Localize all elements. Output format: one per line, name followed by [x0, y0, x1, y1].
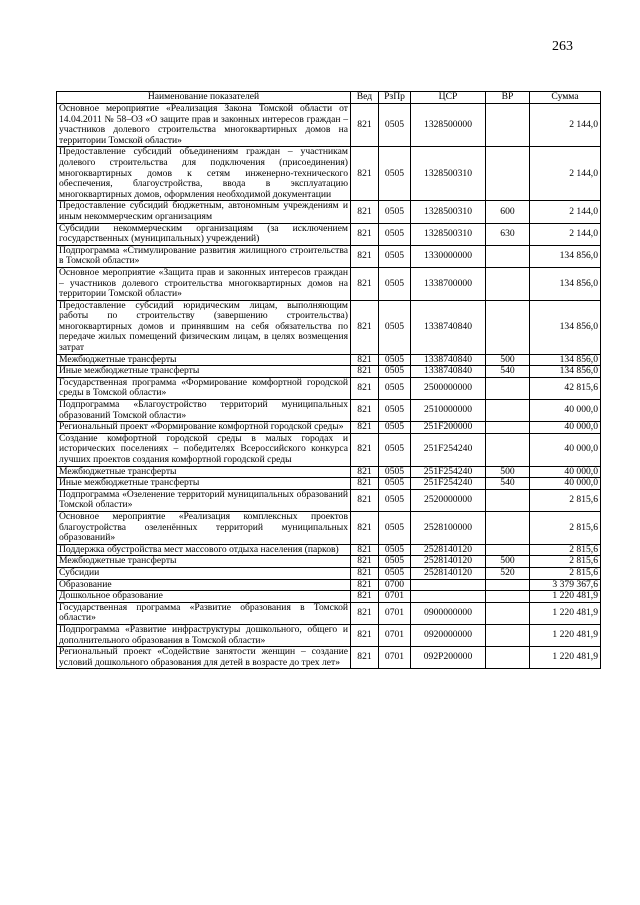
header-name: Наименование показателей — [57, 92, 351, 104]
cell-csr: 251F254240 — [411, 478, 486, 490]
cell-rzpr: 0505 — [379, 422, 411, 434]
cell-vr — [486, 400, 530, 422]
cell-ved: 821 — [351, 556, 379, 568]
cell-name: Создание комфортной городской среды в малых городах и исторических поселениях – победителях Всероссийского конкурса лучших проектов создания комфортной городской среды — [57, 433, 351, 466]
cell-csr: 0920000000 — [411, 624, 486, 646]
cell-ved: 821 — [351, 201, 379, 223]
cell-csr: 2528140120 — [411, 556, 486, 568]
cell-rzpr: 0505 — [379, 544, 411, 556]
table-row — [57, 104, 601, 147]
cell-csr: 2528140120 — [411, 544, 486, 556]
cell-ved: 821 — [351, 147, 379, 201]
table-row — [57, 267, 601, 300]
cell-csr: 092P200000 — [411, 647, 486, 669]
cell-vr — [486, 591, 530, 603]
cell-vr — [486, 300, 530, 354]
cell-name: Предоставление субсидий юридическим лицам, выполняющим работы по строительству (завершению строительства) многоквартирных домов и принявшим на себя обязательства по передаче жилых помещений физическим лицам, в целях возмещения затрат — [57, 300, 351, 354]
cell-rzpr: 0701 — [379, 647, 411, 669]
cell-ved: 821 — [351, 400, 379, 422]
cell-name: Государственная программа «Формирование комфортной городской среды в Томской области» — [57, 377, 351, 399]
table-row — [57, 647, 601, 669]
table-row — [57, 366, 601, 378]
cell-csr: 2528100000 — [411, 511, 486, 544]
cell-vr: 630 — [486, 223, 530, 245]
cell-rzpr: 0505 — [379, 478, 411, 490]
cell-csr: 2520000000 — [411, 489, 486, 511]
table-row — [57, 400, 601, 422]
cell-sum: 40 000,0 — [530, 466, 601, 478]
cell-ved: 821 — [351, 366, 379, 378]
cell-sum: 134 856,0 — [530, 354, 601, 366]
cell-rzpr: 0505 — [379, 223, 411, 245]
cell-vr: 600 — [486, 201, 530, 223]
cell-sum: 3 379 367,6 — [530, 579, 601, 591]
cell-sum: 42 815,6 — [530, 377, 601, 399]
cell-vr — [486, 267, 530, 300]
cell-ved: 821 — [351, 624, 379, 646]
cell-name: Межбюджетные трансферты — [57, 354, 351, 366]
cell-name: Региональный проект «Формирование комфортной городской среды» — [57, 422, 351, 434]
cell-ved: 821 — [351, 466, 379, 478]
cell-name: Предоставление субсидий бюджетным, автономным учреждениям и иным некоммерческим организациям — [57, 201, 351, 223]
cell-sum: 40 000,0 — [530, 422, 601, 434]
cell-rzpr: 0505 — [379, 104, 411, 147]
cell-ved: 821 — [351, 478, 379, 490]
cell-ved: 821 — [351, 104, 379, 147]
cell-csr: 1338740840 — [411, 354, 486, 366]
cell-vr — [486, 544, 530, 556]
cell-rzpr: 0505 — [379, 354, 411, 366]
cell-ved: 821 — [351, 567, 379, 579]
cell-vr — [486, 511, 530, 544]
cell-csr: 1328500310 — [411, 147, 486, 201]
cell-csr — [411, 591, 486, 603]
cell-name: Образование — [57, 579, 351, 591]
table-row — [57, 489, 601, 511]
cell-sum: 2 815,6 — [530, 489, 601, 511]
cell-vr: 500 — [486, 354, 530, 366]
cell-rzpr: 0505 — [379, 400, 411, 422]
cell-vr: 540 — [486, 478, 530, 490]
table-row — [57, 433, 601, 466]
cell-vr — [486, 377, 530, 399]
cell-name: Иные межбюджетные трансферты — [57, 366, 351, 378]
cell-ved: 821 — [351, 602, 379, 624]
table-row — [57, 624, 601, 646]
header-rzpr: РзПр — [379, 92, 411, 104]
cell-vr — [486, 624, 530, 646]
cell-rzpr: 0505 — [379, 433, 411, 466]
table-row — [57, 201, 601, 223]
cell-vr: 540 — [486, 366, 530, 378]
cell-vr — [486, 489, 530, 511]
cell-csr: 1328500000 — [411, 104, 486, 147]
cell-ved: 821 — [351, 354, 379, 366]
cell-ved: 821 — [351, 511, 379, 544]
cell-csr — [411, 579, 486, 591]
cell-rzpr: 0505 — [379, 556, 411, 568]
table-row — [57, 223, 601, 245]
cell-sum: 40 000,0 — [530, 400, 601, 422]
cell-vr — [486, 602, 530, 624]
table-row — [57, 567, 601, 579]
cell-sum: 2 815,6 — [530, 511, 601, 544]
cell-sum: 134 856,0 — [530, 267, 601, 300]
header-ved: Вед — [351, 92, 379, 104]
cell-csr: 2500000000 — [411, 377, 486, 399]
cell-ved: 821 — [351, 433, 379, 466]
cell-csr: 2528140120 — [411, 567, 486, 579]
table-row — [57, 245, 601, 267]
cell-name: Поддержка обустройства мест массового отдыха населения (парков) — [57, 544, 351, 556]
cell-name: Межбюджетные трансферты — [57, 466, 351, 478]
cell-ved: 821 — [351, 245, 379, 267]
cell-ved: 821 — [351, 377, 379, 399]
table-row — [57, 478, 601, 490]
table-row — [57, 591, 601, 603]
cell-vr — [486, 104, 530, 147]
cell-ved: 821 — [351, 544, 379, 556]
cell-rzpr: 0505 — [379, 567, 411, 579]
table-row — [57, 556, 601, 568]
cell-sum: 2 815,6 — [530, 556, 601, 568]
header-vr: ВР — [486, 92, 530, 104]
cell-vr — [486, 647, 530, 669]
cell-rzpr: 0505 — [379, 201, 411, 223]
cell-sum: 1 220 481,9 — [530, 591, 601, 603]
cell-name: Подпрограмма «Благоустройство территорий муниципальных образований Томской области» — [57, 400, 351, 422]
cell-rzpr: 0505 — [379, 300, 411, 354]
cell-csr: 251F254240 — [411, 433, 486, 466]
cell-rzpr: 0505 — [379, 377, 411, 399]
cell-csr: 1328500310 — [411, 223, 486, 245]
cell-rzpr: 0505 — [379, 267, 411, 300]
cell-csr: 251F254240 — [411, 466, 486, 478]
cell-sum: 1 220 481,9 — [530, 647, 601, 669]
cell-name: Региональный проект «Содействие занятости женщин – создание условий дошкольного образования для детей в возрасте до трех лет» — [57, 647, 351, 669]
cell-rzpr: 0701 — [379, 602, 411, 624]
cell-name: Субсидии некоммерческим организациям (за исключением государственных (муниципальных) учреждений) — [57, 223, 351, 245]
cell-vr — [486, 147, 530, 201]
cell-ved: 821 — [351, 223, 379, 245]
cell-vr: 520 — [486, 567, 530, 579]
cell-rzpr: 0505 — [379, 511, 411, 544]
cell-name: Дошкольное образование — [57, 591, 351, 603]
cell-sum: 2 144,0 — [530, 104, 601, 147]
cell-sum: 2 144,0 — [530, 223, 601, 245]
cell-csr: 251F200000 — [411, 422, 486, 434]
cell-vr — [486, 245, 530, 267]
table-row — [57, 466, 601, 478]
cell-name: Субсидии — [57, 567, 351, 579]
cell-sum: 1 220 481,9 — [530, 624, 601, 646]
cell-sum: 1 220 481,9 — [530, 602, 601, 624]
table-row — [57, 422, 601, 434]
cell-name: Основное мероприятие «Защита прав и законных интересов граждан – участников долевого строительства многоквартирных домов на территории Томской области» — [57, 267, 351, 300]
table-row — [57, 354, 601, 366]
cell-sum: 134 856,0 — [530, 245, 601, 267]
table-row — [57, 511, 601, 544]
cell-sum: 2 815,6 — [530, 544, 601, 556]
header-csr: ЦСР — [411, 92, 486, 104]
cell-vr — [486, 422, 530, 434]
cell-vr — [486, 579, 530, 591]
cell-name: Подпрограмма «Развитие инфраструктуры дошкольного, общего и дополнительного образования в Томской области» — [57, 624, 351, 646]
cell-ved: 821 — [351, 267, 379, 300]
table-row — [57, 300, 601, 354]
cell-csr: 1328500310 — [411, 201, 486, 223]
cell-name: Основное мероприятие «Реализация комплексных проектов благоустройства озеленённых территорий муниципальных образований» — [57, 511, 351, 544]
table-row — [57, 579, 601, 591]
cell-ved: 821 — [351, 422, 379, 434]
cell-rzpr: 0701 — [379, 624, 411, 646]
cell-name: Предоставление субсидий объединениям граждан – участникам долевого строительства для подключения (присоединения) многоквартирных домов к сетям инженерно-технического обеспечения, благоустройства, ввода в эксплуатацию многоквартирных домов, оформления необходимой документации — [57, 147, 351, 201]
cell-rzpr: 0700 — [379, 579, 411, 591]
table-row — [57, 147, 601, 201]
cell-csr: 1330000000 — [411, 245, 486, 267]
table-row — [57, 544, 601, 556]
cell-csr: 1338740840 — [411, 300, 486, 354]
budget-table — [56, 91, 601, 669]
cell-name: Основное мероприятие «Реализация Закона Томской области от 14.04.2011 № 58–ОЗ «О защите прав и законных интересов граждан – участников долевого строительства многоквартирных домов на территории Томской области» — [57, 104, 351, 147]
cell-rzpr: 0505 — [379, 489, 411, 511]
cell-vr: 500 — [486, 556, 530, 568]
table-header-row — [57, 92, 601, 104]
cell-name: Государственная программа «Развитие образования в Томской области» — [57, 602, 351, 624]
cell-name: Межбюджетные трансферты — [57, 556, 351, 568]
cell-ved: 821 — [351, 591, 379, 603]
cell-rzpr: 0505 — [379, 366, 411, 378]
cell-ved: 821 — [351, 647, 379, 669]
cell-sum: 2 144,0 — [530, 147, 601, 201]
cell-rzpr: 0701 — [379, 591, 411, 603]
cell-rzpr: 0505 — [379, 466, 411, 478]
cell-csr: 1338700000 — [411, 267, 486, 300]
cell-sum: 2 815,6 — [530, 567, 601, 579]
cell-csr: 2510000000 — [411, 400, 486, 422]
cell-name: Иные межбюджетные трансферты — [57, 478, 351, 490]
cell-ved: 821 — [351, 579, 379, 591]
cell-vr: 500 — [486, 466, 530, 478]
header-sum: Сумма — [530, 92, 601, 104]
cell-sum: 2 144,0 — [530, 201, 601, 223]
cell-sum: 40 000,0 — [530, 478, 601, 490]
cell-vr — [486, 433, 530, 466]
cell-rzpr: 0505 — [379, 245, 411, 267]
table-row — [57, 377, 601, 399]
cell-csr: 1338740840 — [411, 366, 486, 378]
cell-sum: 40 000,0 — [530, 433, 601, 466]
cell-rzpr: 0505 — [379, 147, 411, 201]
page-number: 263 — [552, 39, 573, 54]
cell-ved: 821 — [351, 300, 379, 354]
table-row — [57, 602, 601, 624]
cell-name: Подпрограмма «Озеленение территорий муниципальных образований Томской области» — [57, 489, 351, 511]
cell-sum: 134 856,0 — [530, 366, 601, 378]
cell-csr: 0900000000 — [411, 602, 486, 624]
cell-ved: 821 — [351, 489, 379, 511]
cell-sum: 134 856,0 — [530, 300, 601, 354]
cell-name: Подпрограмма «Стимулирование развития жилищного строительства в Томской области» — [57, 245, 351, 267]
